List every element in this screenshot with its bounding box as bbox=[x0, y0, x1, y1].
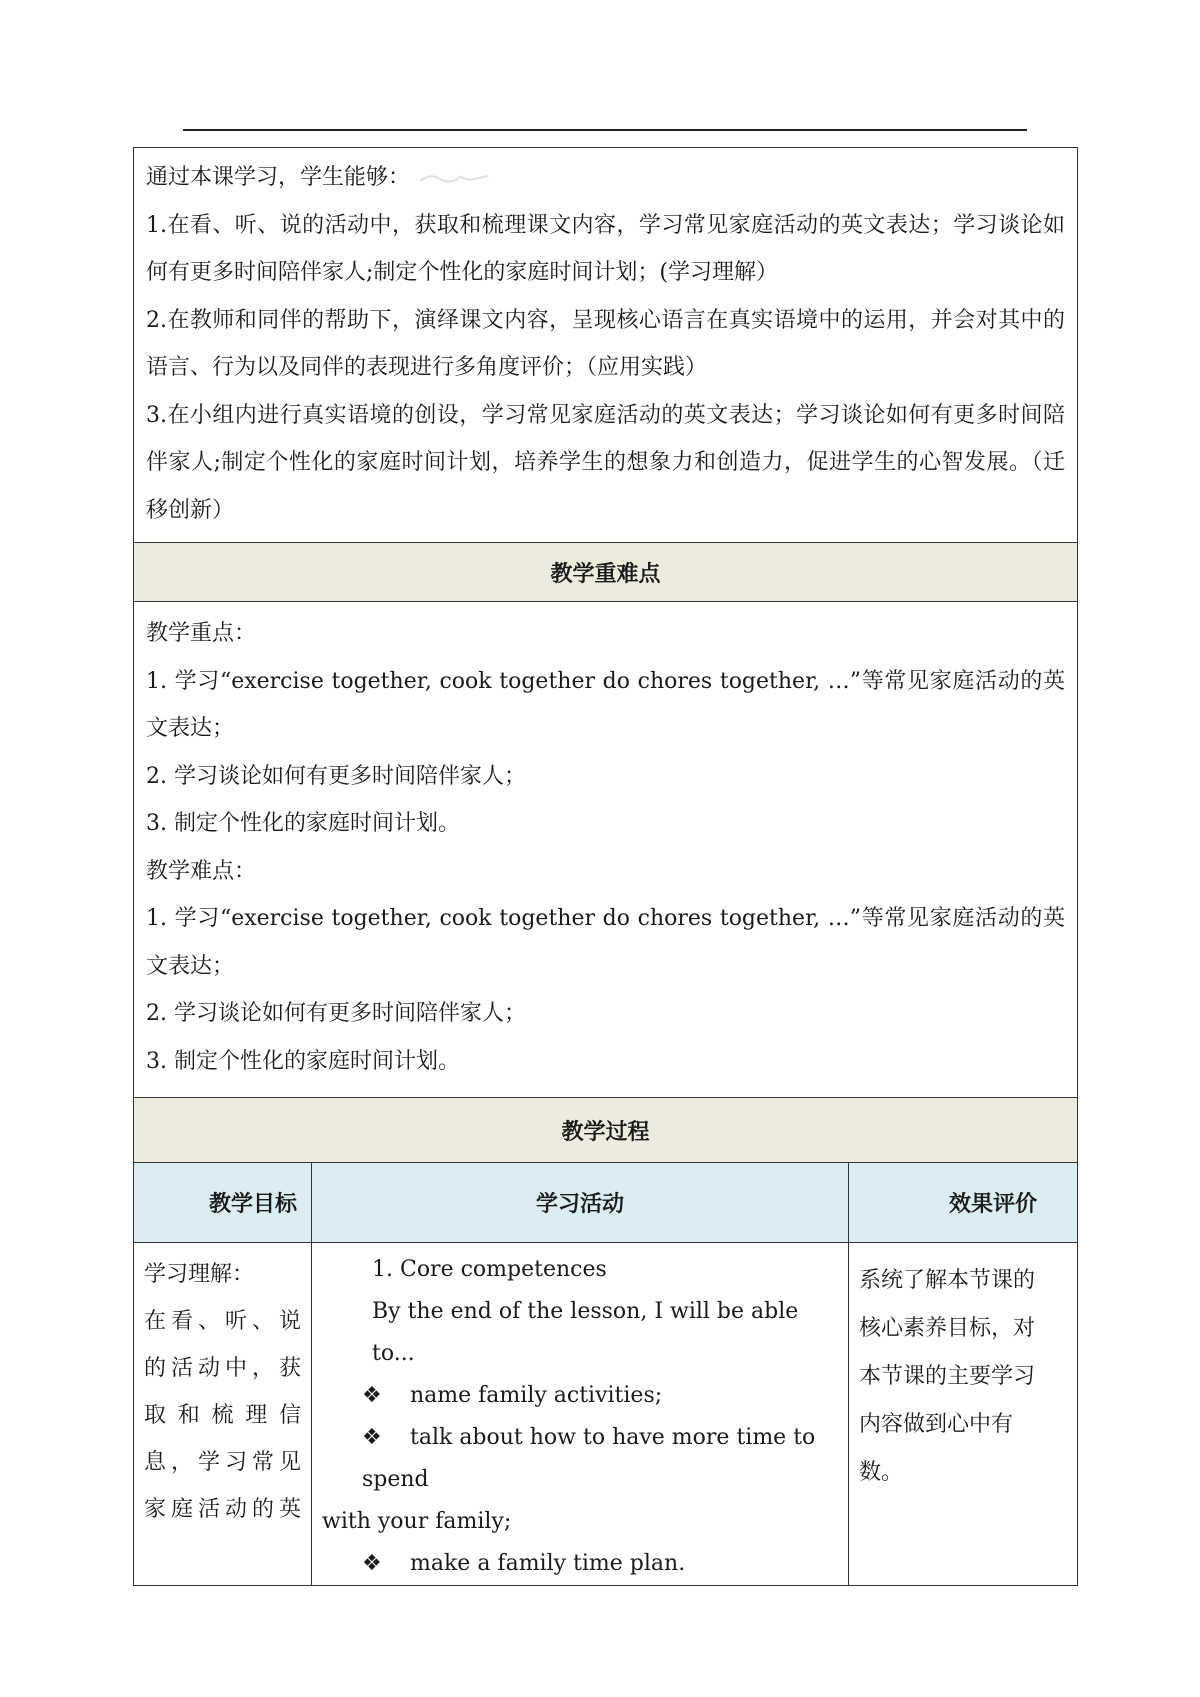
evaluation-line: 数。 bbox=[859, 1460, 904, 1485]
activity-lead: By the end of the lesson, I will be able to... bbox=[372, 1299, 799, 1366]
evaluation-line: 本节课的主要学习 bbox=[859, 1364, 1036, 1389]
objective-item: 2.在教师和同伴的帮助下，演绎课文内容，呈现核心语言在真实语境中的运用，并会对其中的语言、行为以及同伴的表现进行多角度评价；（应用实践） bbox=[146, 307, 1066, 380]
evaluation-line: 核心素养目标，对 bbox=[859, 1316, 1036, 1341]
keypoints-header-row bbox=[134, 543, 1078, 602]
goal-line: 的活动中，获 bbox=[144, 1356, 301, 1381]
objectives-cell bbox=[134, 148, 1078, 543]
diamond-bullet-icon: ❖ bbox=[362, 1425, 382, 1450]
focus-item: 3. 制定个性化的家庭时间计划。 bbox=[146, 811, 460, 836]
watermark-logo bbox=[418, 171, 490, 185]
focus-label: 教学重点： bbox=[146, 621, 257, 646]
evaluation-line: 内容做到心中有 bbox=[859, 1412, 1014, 1437]
column-header-activity: 学习活动 bbox=[312, 1163, 849, 1243]
activity-cell bbox=[312, 1243, 849, 1586]
goal-line: 取和梳理信 bbox=[144, 1403, 301, 1428]
activity-bullet-text: talk about how to have more time to spend bbox=[362, 1425, 816, 1492]
column-header-goal: 教学目标 bbox=[134, 1163, 312, 1243]
difficulty-label: 教学难点： bbox=[146, 858, 257, 884]
keypoints-section-title: 教学重难点 bbox=[134, 543, 1078, 602]
goal-cell bbox=[134, 1243, 312, 1586]
activity-bullet-continuation: with your family; bbox=[322, 1509, 512, 1534]
activity-bullet bbox=[322, 1417, 838, 1501]
activity-bullet bbox=[322, 1543, 838, 1585]
process-row bbox=[134, 1243, 1078, 1586]
difficulty-item: 1. 学习“exercise together, cook together do chores together, …”等常见家庭活动的英文表达； bbox=[146, 906, 1066, 979]
difficulty-item: 3. 制定个性化的家庭时间计划。 bbox=[146, 1048, 460, 1074]
process-header-row bbox=[134, 1098, 1078, 1163]
activity-heading: 1. Core competences bbox=[372, 1257, 607, 1282]
evaluation-line: 系统了解本节课的 bbox=[859, 1268, 1036, 1293]
focus-item: 2. 学习谈论如何有更多时间陪伴家人； bbox=[146, 763, 526, 789]
keypoints-cell bbox=[134, 602, 1078, 1098]
objective-item: 1.在看、听、说的活动中，获取和梳理课文内容，学习常见家庭活动的英文表达；学习谈论如何有更多时间陪伴家人;制定个性化的家庭时间计划；(学习理解） bbox=[146, 212, 1066, 285]
goal-line: 学习理解： bbox=[144, 1262, 255, 1287]
activity-bullet-text: name family activities; bbox=[410, 1383, 663, 1408]
header-rule bbox=[183, 129, 1027, 131]
diamond-bullet-icon: ❖ bbox=[362, 1551, 382, 1576]
process-section-title: 教学过程 bbox=[134, 1098, 1078, 1163]
objectives-intro-text: 通过本课学习，学生能够： bbox=[146, 165, 411, 190]
objectives-row bbox=[134, 148, 1078, 543]
diamond-bullet-icon: ❖ bbox=[362, 1383, 382, 1408]
process-columns-row bbox=[134, 1163, 1078, 1243]
activity-bullet-text: make a family time plan. bbox=[410, 1551, 686, 1576]
difficulty-item: 2. 学习谈论如何有更多时间陪伴家人； bbox=[146, 1001, 526, 1026]
goal-line: 在看、听、说 bbox=[144, 1309, 301, 1334]
goal-line: 息，学习常见 bbox=[144, 1450, 301, 1475]
objective-item: 3.在小组内进行真实语境的创设，学习常见家庭活动的英文表达；学习谈论如何有更多时间陪伴家人;制定个性化的家庭时间计划，培养学生的想象力和创造力，促进学生的心智发展。（迁移创新） bbox=[146, 402, 1066, 523]
keypoints-row bbox=[134, 602, 1078, 1098]
activity-bullet bbox=[322, 1375, 838, 1417]
objectives-intro bbox=[134, 154, 1077, 202]
focus-item: 1. 学习“exercise together, cook together do chores together, …”等常见家庭活动的英文表达； bbox=[146, 668, 1066, 741]
column-header-evaluation: 效果评价 bbox=[849, 1163, 1078, 1243]
lesson-plan-table bbox=[133, 147, 1078, 1586]
goal-line: 家庭活动的英 bbox=[144, 1497, 301, 1522]
evaluation-cell bbox=[849, 1243, 1078, 1586]
